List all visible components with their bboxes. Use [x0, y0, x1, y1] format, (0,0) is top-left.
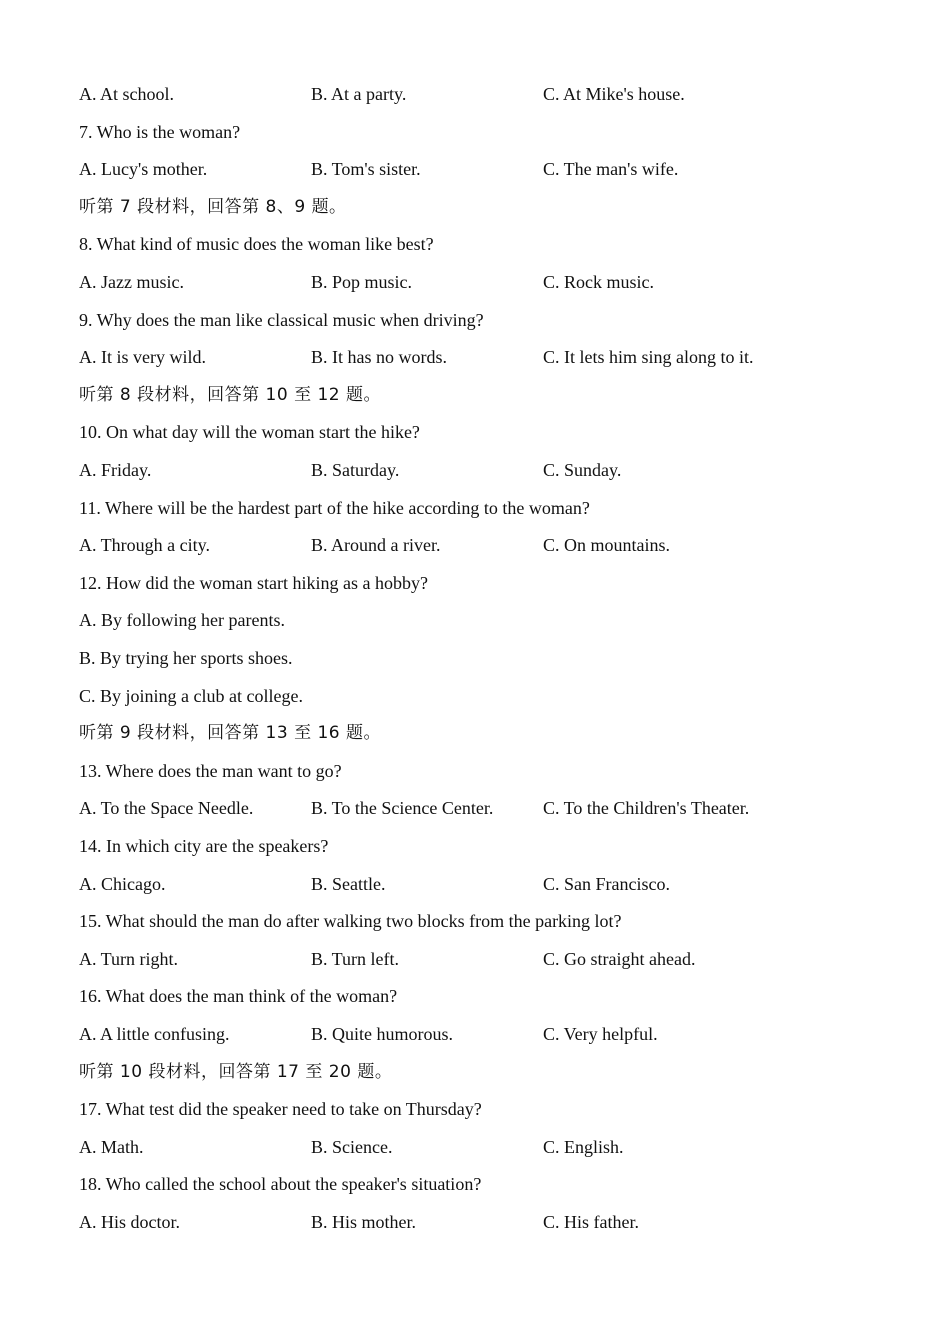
question-text: 8. What kind of music does the woman like best? — [79, 234, 434, 254]
question-text: 10. On what day will the woman start the hike? — [79, 422, 420, 442]
options-row — [79, 872, 919, 896]
options-row — [79, 345, 919, 369]
option-b: B. At a party. — [311, 84, 407, 104]
option-c: C. It lets him sing along to it. — [543, 347, 754, 367]
option-c: C. Very helpful. — [543, 1024, 658, 1044]
option-a: A. At school. — [79, 84, 175, 104]
option-c: C. At Mike's house. — [543, 84, 685, 104]
option-b: B. It has no words. — [311, 347, 447, 367]
option-b: B. Pop music. — [311, 272, 413, 292]
option-b: B. Around a river. — [311, 535, 441, 555]
option-a: A. It is very wild. — [79, 347, 206, 367]
options-row — [79, 1022, 919, 1046]
question-text: 9. Why does the man like classical music when driving? — [79, 310, 484, 330]
question-text: 12. How did the woman start hiking as a hobby? — [79, 573, 428, 593]
option-c: C. Rock music. — [543, 272, 654, 292]
option-line: A. By following her parents. — [79, 610, 285, 630]
question-text: 7. Who is the woman? — [79, 122, 241, 142]
question-text: 15. What should the man do after walking two blocks from the parking lot? — [79, 911, 622, 931]
question-text: 18. Who called the school about the speaker's situation? — [79, 1174, 482, 1194]
option-c: C. Sunday. — [543, 460, 622, 480]
option-a: A. A little confusing. — [79, 1024, 230, 1044]
option-c: C. On mountains. — [543, 535, 671, 555]
option-a: A. Through a city. — [79, 535, 210, 555]
option-b: B. His mother. — [311, 1212, 417, 1232]
options-row — [79, 458, 919, 482]
option-a: A. Jazz music. — [79, 272, 184, 292]
option-b: B. Turn left. — [311, 949, 400, 969]
option-a: A. Chicago. — [79, 874, 166, 894]
option-a: A. Math. — [79, 1137, 144, 1157]
option-a: A. Lucy's mother. — [79, 159, 208, 179]
question-text: 14. In which city are the speakers? — [79, 836, 329, 856]
option-c: C. To the Children's Theater. — [543, 798, 750, 818]
section-heading: 听第 8 段材料，回答第 10 至 12 题。 — [79, 385, 382, 405]
option-b: B. Tom's sister. — [311, 159, 421, 179]
option-c: C. San Francisco. — [543, 874, 670, 894]
option-c: C. Go straight ahead. — [543, 949, 696, 969]
option-b: B. Science. — [311, 1137, 393, 1157]
question-text: 16. What does the man think of the woman? — [79, 986, 398, 1006]
options-row — [79, 533, 919, 557]
option-c: C. The man's wife. — [543, 159, 679, 179]
option-b: B. Saturday. — [311, 460, 400, 480]
options-row — [79, 82, 919, 106]
options-row — [79, 157, 919, 181]
option-a: A. His doctor. — [79, 1212, 180, 1232]
question-text: 17. What test did the speaker need to take on Thursday? — [79, 1099, 482, 1119]
option-a: A. Turn right. — [79, 949, 179, 969]
option-a: A. Friday. — [79, 460, 152, 480]
option-c: C. English. — [543, 1137, 624, 1157]
options-row — [79, 1135, 919, 1159]
section-heading: 听第 9 段材料，回答第 13 至 16 题。 — [79, 723, 382, 743]
options-row — [79, 947, 919, 971]
option-c: C. His father. — [543, 1212, 639, 1232]
options-row — [79, 1210, 919, 1234]
option-line: B. By trying her sports shoes. — [79, 648, 293, 668]
section-heading: 听第 7 段材料，回答第 8、9 题。 — [79, 197, 347, 217]
question-text: 13. Where does the man want to go? — [79, 761, 342, 781]
option-line: C. By joining a club at college. — [79, 686, 303, 706]
option-b: B. To the Science Center. — [311, 798, 494, 818]
option-b: B. Seattle. — [311, 874, 386, 894]
question-text: 11. Where will be the hardest part of the hike according to the woman? — [79, 498, 590, 518]
options-row — [79, 796, 919, 820]
section-heading: 听第 10 段材料，回答第 17 至 20 题。 — [79, 1062, 393, 1082]
options-row — [79, 270, 919, 294]
option-a: A. To the Space Needle. — [79, 798, 254, 818]
option-b: B. Quite humorous. — [311, 1024, 453, 1044]
